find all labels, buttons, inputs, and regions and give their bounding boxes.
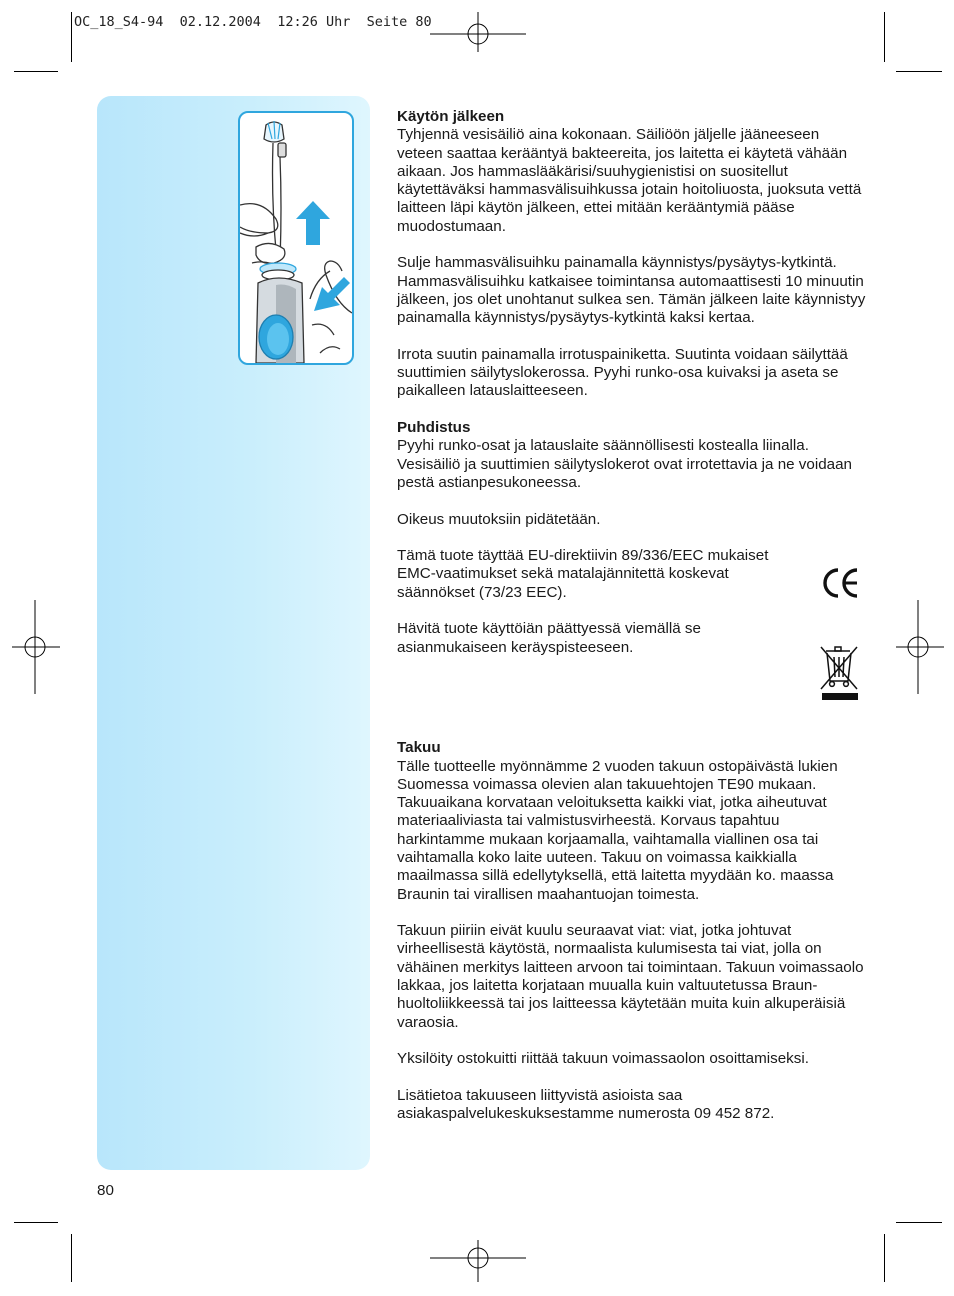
- ce-mark-icon: [822, 566, 860, 600]
- registration-mark-bottom: [430, 1240, 526, 1282]
- section-title-cleaning: Puhdistus: [397, 419, 471, 437]
- arrow-up-icon: [296, 201, 330, 245]
- paragraph: Yksilöity ostokuitti riittää takuun voimassaolon osoittamiseksi.: [397, 1050, 809, 1068]
- registration-mark-left: [12, 600, 60, 694]
- registration-mark-top: [430, 12, 526, 52]
- spacer: [397, 675, 867, 739]
- paragraph: Oikeus muutoksiin pidätetään.: [397, 510, 601, 528]
- illustration-box: [238, 111, 354, 365]
- section-title-after-use: Käytön jälkeen: [397, 108, 505, 125]
- arrow-press-icon: [314, 277, 350, 311]
- paragraph: Lisätietoa takuuseen liittyvistä asioista saa asiakaspalvelukeskuksestamme numerosta 09 452 872.: [397, 1086, 775, 1123]
- section-title-warranty: Takuu: [397, 739, 441, 757]
- print-header: OC_18_S4-94 02.12.2004 12:26 Uhr Seite 80: [74, 14, 432, 30]
- paragraph: Tyhjennä vesisäiliö aina kokonaan. Säiliöön jäljelle jääneeseen veteen saattaa kerääntyä bakteereita, jos laitetta ei käytetä vähään aikaan. Jos hammaslääkärisi/suuhygienistisi on suositellut käytettäväksi hammasvälisuihkussa jotain hoitoliuosta, juoksuta vettä laitteen läpi käytön jälkeen, ettei mitään kerääntymiä pääse muodostumaan.: [397, 126, 862, 235]
- paragraph: Takuun piiriin eivät kuulu seuraavat viat: viat, jotka johtuvat virheellisestä käytöstä, normaalista kulumisesta tai viat, jolla on vähäinen merkitys laitteen arvoon tai toimintaan. Takuun voimassaolo lakkaa, jos laitetta korjataan muualla kuin valtuutetussa Braun-huoltoliikkeessä tai jos laitteessa käytetään muita kuin alkuperäisiä varaosia.: [397, 922, 864, 1031]
- paragraph: Irrota suutin painamalla irrotuspainiketta. Suutinta voidaan säilyttää suuttimien säilytyslokerossa. Pyyhi runko-osa kuivaksi ja aseta se paikalleen latauslaitteeseen.: [397, 345, 848, 400]
- paragraph: Tämä tuote täyttää EU-direktiivin 89/336/EEC mukaiset EMC-vaatimukset sekä matalajännitettä koskevat säännökset (73/23 EEC).: [397, 547, 769, 601]
- paragraph: Pyyhi runko-osat ja latauslaite säännöllisesti kostealla liinalla. Vesisäiliö ja suuttimien säilytyslokerot ovat irrotettavia ja ne voidaan pestä astianpesukoneessa.: [397, 437, 853, 491]
- paragraph: Hävitä tuote käyttöiän päättyessä viemällä se asianmukaiseen keräyspisteeseen.: [397, 620, 701, 656]
- page-number: 80: [97, 1182, 114, 1199]
- text-column: [397, 108, 867, 1142]
- registration-mark-right: [896, 600, 944, 694]
- paragraph: Tälle tuotteelle myönnämme 2 vuoden takuun ostopäivästä lukien Suomessa voimassa olevien alan takuuehtojen TE90 mukaan. Takuuaikana korvataan veloituksetta kaikki viat, jotka aiheutuvat materiaaliviasta tai valmistusvirheestä. Korvaus tapahtuu harkintamme mukaan korjaamalla, vaihtamalla viallinen osa tai vaihtamalla koko laite uuteen. Takuu on voimassa kaikkialla maailmassa sillä edellytyksellä, että laitetta myydään ko. maassa Braunin tai virallisen maahantuojan toimesta.: [397, 757, 838, 903]
- paragraph: Sulje hammasvälisuihku painamalla käynnistys/pysäytys-kytkintä. Hammasvälisuihku katkaisee toimintansa automaattisesti 10 minuutin jälkeen, jos olet unohtanut sulkea sen. Tämän jälkeen laite käynnistyy painamalla käynnistys/pysäytys-kytkintä kaksi kertaa.: [397, 254, 866, 327]
- crossed-bin-icon: [818, 643, 860, 701]
